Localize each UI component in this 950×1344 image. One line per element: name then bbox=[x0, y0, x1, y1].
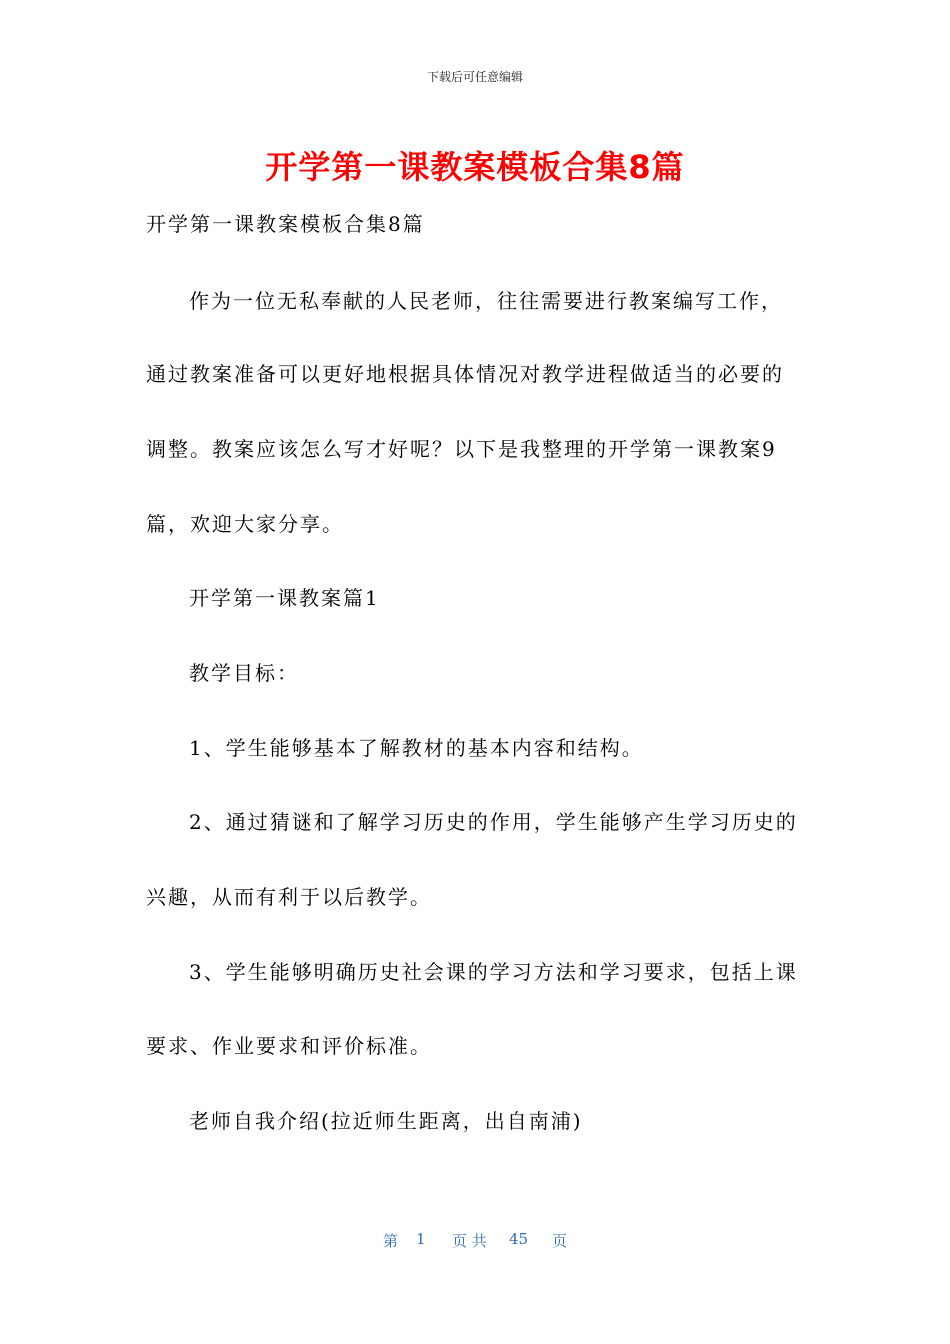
footer-page-number: 1 bbox=[416, 1230, 426, 1248]
document-title: 开学第一课教案模板合集8篇 bbox=[265, 148, 685, 186]
footer-di: 第 bbox=[383, 1232, 399, 1250]
paragraph-line: 通过教案准备可以更好地根据具体情况对教学进程做适当的必要的 bbox=[146, 362, 784, 386]
paragraph-line: 篇，欢迎大家分享。 bbox=[146, 512, 344, 536]
paragraph-line: 调整。教案应该怎么写才好呢？以下是我整理的开学第一课教案9 bbox=[146, 437, 777, 461]
paragraph-line: 作为一位无私奉献的人民老师，往往需要进行教案编写工作， bbox=[189, 289, 783, 313]
footer-ye-gong: 页 共 bbox=[452, 1232, 487, 1250]
list-item-continuation: 要求、作业要求和评价标准。 bbox=[146, 1034, 432, 1058]
list-item: 1、学生能够基本了解教材的基本内容和结构。 bbox=[189, 736, 644, 760]
footer-total-pages: 45 bbox=[509, 1230, 529, 1248]
paragraph-line: 老师自我介绍(拉近师生距离，出自南浦) bbox=[189, 1109, 583, 1133]
footer-ye: 页 bbox=[552, 1232, 568, 1250]
section-heading: 开学第一课教案篇1 bbox=[189, 586, 380, 610]
list-item: 3、学生能够明确历史社会课的学习方法和学习要求，包括上课 bbox=[189, 960, 798, 984]
list-item: 2、通过猜谜和了解学习历史的作用，学生能够产生学习历史的 bbox=[189, 810, 798, 834]
paragraph-line: 教学目标： bbox=[189, 661, 299, 685]
list-item-continuation: 兴趣，从而有利于以后教学。 bbox=[146, 885, 432, 909]
subtitle-line: 开学第一课教案模板合集8篇 bbox=[146, 212, 425, 236]
header-note: 下载后可任意编辑 bbox=[426, 70, 523, 84]
